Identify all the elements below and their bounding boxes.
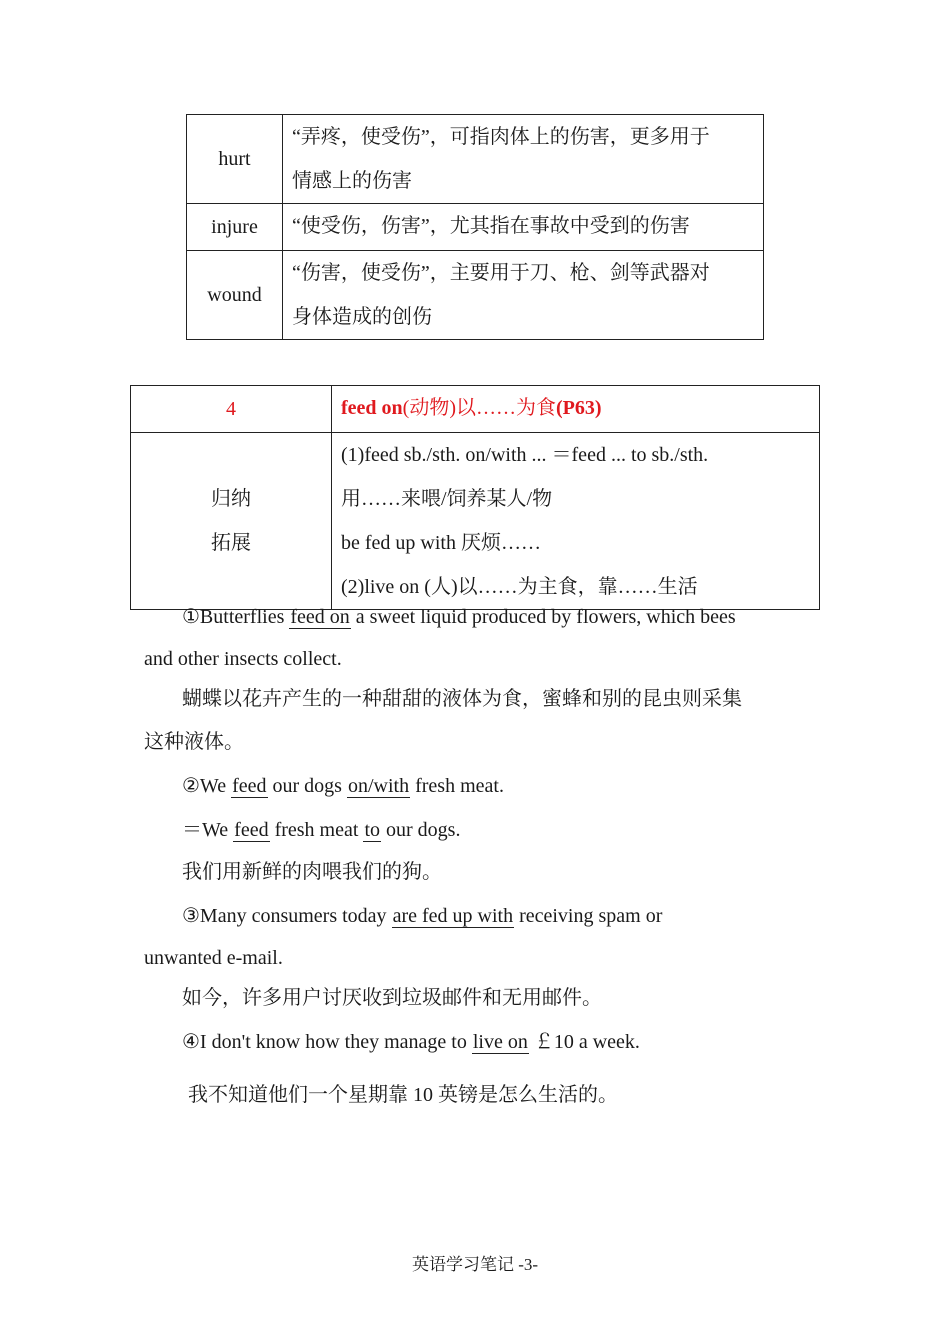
- underlined-phrase: feed on: [290, 606, 350, 628]
- text: fresh meat.: [410, 775, 504, 797]
- text: ③Many consumers today: [182, 905, 392, 927]
- text: fresh meat: [269, 819, 364, 841]
- text: ￡10 a week.: [528, 1031, 640, 1053]
- underlined-word: on/with: [347, 775, 410, 797]
- heading-page: (P63): [556, 397, 602, 419]
- text: receiving spam or: [514, 905, 663, 927]
- example-3-translation: 如今，许多用户讨厌收到垃圾邮件和无用邮件。: [182, 987, 602, 1009]
- example-3: [182, 902, 662, 930]
- word-cell: injure: [187, 204, 283, 251]
- definition-line: 情感上的伤害: [292, 170, 412, 192]
- underlined-phrase: live on: [472, 1031, 528, 1053]
- definition-line: 身体造成的创伤: [292, 306, 432, 328]
- expansion-line: 用……来喂/饲养某人/物: [341, 488, 553, 510]
- text: a sweet liquid produced by flowers, which bees: [350, 606, 736, 628]
- example-4-translation: 我不知道他们一个星期靠 10 英镑是怎么生活的。: [188, 1084, 618, 1106]
- example-2-alt: [182, 816, 460, 844]
- underlined-phrase: are fed up with: [392, 905, 514, 927]
- side-label-line: 拓展: [211, 532, 251, 554]
- example-1-line2: and other insects collect.: [144, 648, 342, 670]
- text: ②We: [182, 775, 232, 797]
- definition-line: “伤害，使受伤”，主要用于刀、枪、剑等武器对: [292, 262, 710, 284]
- definition-line: “弄疼，使受伤”，可指肉体上的伤害，更多用于: [292, 126, 710, 148]
- text: our dogs: [267, 775, 347, 797]
- table-row: [187, 115, 764, 204]
- text: ④I don't know how they manage to: [182, 1031, 472, 1053]
- heading-phrase: feed on: [341, 397, 403, 419]
- expansion-line: (2)live on (人)以……为主食，靠……生活: [341, 576, 698, 598]
- heading-meaning: (动物)以……为食: [402, 397, 556, 419]
- page-footer: 英语学习笔记 -3-: [411, 1255, 539, 1274]
- definition-cell: [283, 115, 764, 204]
- table-row: [131, 433, 820, 610]
- entry-heading: [332, 386, 820, 433]
- text: our dogs.: [381, 819, 461, 841]
- expansion-line: be fed up with 厌烦……: [341, 532, 541, 554]
- example-1-translation: 蝴蝶以花卉产生的一种甜甜的液体为食，蜜蜂和别的昆虫则采集: [182, 688, 742, 710]
- text: ＝We: [182, 819, 234, 841]
- example-2: [182, 772, 504, 800]
- example-1-translation-line2: 这种液体。: [144, 731, 244, 753]
- example-2-translation: 我们用新鲜的肉喂我们的狗。: [182, 861, 442, 883]
- definition-cell: [283, 251, 764, 340]
- side-label: [131, 433, 332, 610]
- synonym-table: [186, 114, 764, 340]
- table-row: [131, 386, 820, 433]
- expansion-cell: [332, 433, 820, 610]
- definition-cell: [283, 204, 764, 251]
- example-4: [182, 1028, 640, 1056]
- word-cell: hurt: [187, 115, 283, 204]
- underlined-word: feed: [232, 775, 267, 797]
- table-row: [187, 204, 764, 251]
- underlined-word: to: [364, 819, 380, 841]
- example-1: [182, 603, 736, 631]
- word-cell: wound: [187, 251, 283, 340]
- table-row: [187, 251, 764, 340]
- text: ①Butterflies: [182, 606, 290, 628]
- underlined-word: feed: [234, 819, 269, 841]
- expansion-line: (1)feed sb./sth. on/with ... ＝feed ... to sb./sth.: [341, 444, 709, 466]
- definition-line: “使受伤，伤害”，尤其指在事故中受到的伤害: [292, 215, 690, 237]
- example-3-line2: unwanted e-mail.: [144, 947, 283, 969]
- side-label-line: 归纳: [211, 488, 251, 510]
- phrase-table: [130, 385, 820, 610]
- entry-number: 4: [131, 386, 332, 433]
